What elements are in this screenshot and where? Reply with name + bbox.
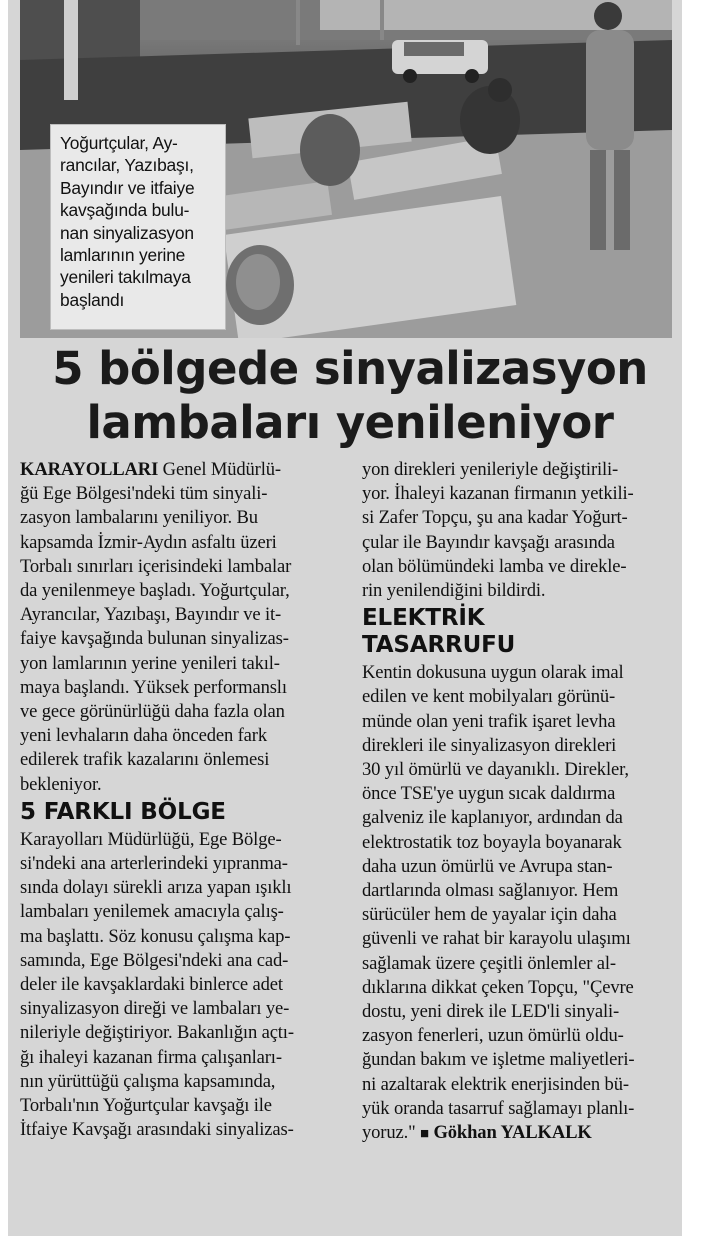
headline [20, 342, 680, 450]
headline-line-2: lambaları yenileniyor [86, 396, 614, 449]
article-paragraph-1 [20, 458, 348, 797]
news-photo [20, 0, 672, 338]
byline: Gökhan YALKALK [428, 1122, 592, 1144]
photo-caption-box [50, 124, 226, 330]
subheading-five-regions: 5 FARKLI BÖLGE [20, 798, 226, 825]
article-column-left [20, 458, 348, 1142]
photo-caption: Yoğurtçular, Ay- rancılar, Yazıbaşı, Bayındır ve itfaiye kavşağında bulu- nan sinyalizasyon lamlarının yerine yenileri takılmaya başlandı [60, 133, 195, 310]
article-paragraph-2: Karayolları Müdürlüğü, Ege Bölge- si'ndeki ana arterlerindeki yıpranma- sında dolayı sürekli arıza yapan ışıklı lambaları yenilemek amacıyla çalış- ma başlattı. Söz konusu çalışma kap- samında, Ege Bölgesi'ndeki ana cad- deler ile kavşaklardaki binlerce adet sinyalizasyon direği ve lambaları ye- nileriyle değiştiriyor. Bakanlığın açtı- ğı ihaleyi kazanan firma çalışanları- nın yürüttüğü çalışma kapsamında, Torbalı'nın Yoğurtçular kavşağı ile İtfaiye Kavşağı arasındaki sinyalizas- [20, 828, 294, 1141]
article-column-right [362, 458, 676, 1146]
headline-line-1: 5 bölgede sinyalizasyon [52, 342, 648, 395]
article-lead-word: KARAYOLLARI [20, 459, 159, 480]
article-paragraph-1-text: Genel Müdürlü- ğü Ege Bölgesi'ndeki tüm sinyali- zasyon lambalarını yeniliyor. Bu kapsamda İzmir-Aydın asfaltı üzeri Torbalı sınırları içerisindeki lambalar da yenilenmeye başladı. Yoğurtçular, Ayrancılar, Yazıbaşı, Bayındır ve it- faiye kavşağında bulunan sinyalizas- yon lamlarının yerine yenileri takıl- maya başlandı. Yüksek performanslı ve gece görünürlüğü daha fazla olan yeni levhaların daha önceden fark edilerek trafik kazalarını önlemesi bekleniyor. [20, 459, 292, 795]
byline-square-icon: ■ [420, 1126, 429, 1143]
article-paragraph-3: yon direkleri yenileriyle değiştirili- yor. İhaleyi kazanan firmanın yetkili- si Zafer Topçu, şu ana kadar Yoğurt- çular ile Bayındır kavşağı arasında olan bölümündeki lamba ve direkle- rin yenilendiğini bildirdi. [362, 459, 634, 602]
article-paragraph-4 [362, 661, 676, 1146]
subheading-energy-saving: ELEKTRİK TASARRUFU [362, 605, 516, 659]
article-paragraph-4-text: Kentin dokusuna uygun olarak imal edilen ve kent mobilyaları görünü- münde olan yeni trafik işaret levha direkleri ile sinyalizasyon direkleri 30 yıl ömürlü ve dayanıklı. Direkler, önce TSE'ye uygun sıcak daldırma galveniz ile kaplanıyor, ardından da elektrostatik toz boyayla boyanarak daha uzun ömürlü ve Avrupa stan- dartlarında olması sağlanıyor. Hem sürücüler hem de yayalar için daha güvenli ve rahat bir karayolu ulaşımı sağlamak üzere çeşitli önlemler al- dıklarına dikkat çeken Topçu, "Çevre dostu, yeni direk ile LED'li sinyali- zasyon fenerleri, uzun ömürlü oldu- ğundan bakım ve işletme maliyetleri- ni azaltarak elektrik enerjisinden bü- yük oranda tasarruf sağlamayı planlı- yoruz." [362, 662, 635, 1144]
